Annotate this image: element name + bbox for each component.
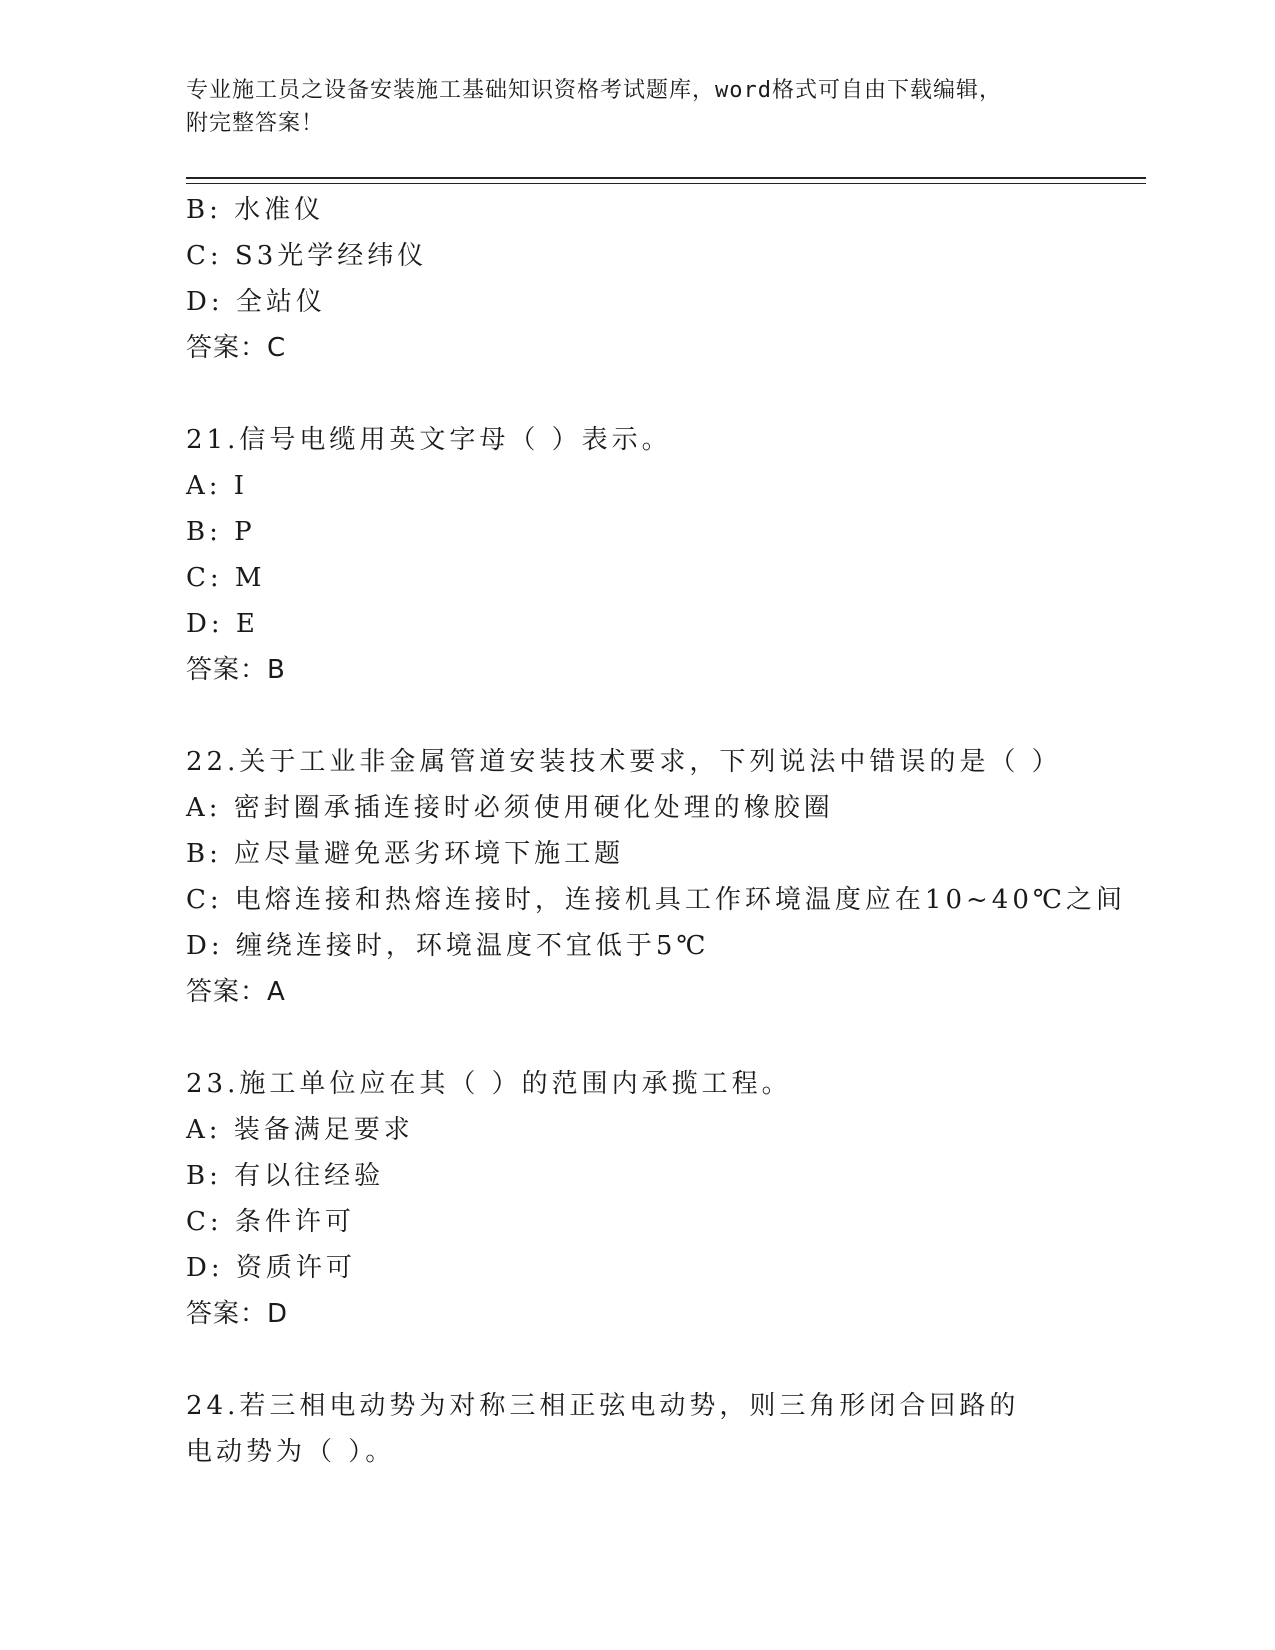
option-c: C: S3光学经纬仪 bbox=[186, 241, 428, 271]
question-block-prev bbox=[186, 187, 1126, 371]
option-c: C: M bbox=[186, 563, 266, 593]
question-stem: 24.若三相电动势为对称三相正弦电动势，则三角形闭合回路的电动势为（ ）。 bbox=[186, 1391, 1020, 1467]
option-b: B: 水准仪 bbox=[186, 195, 325, 225]
spacer bbox=[186, 1337, 1126, 1383]
answer-label: 答案：C bbox=[186, 333, 287, 363]
option-b: B: 有以往经验 bbox=[186, 1161, 385, 1191]
question-stem: 21.信号电缆用英文字母（ ）表示。 bbox=[186, 425, 672, 455]
option-c: C: 条件许可 bbox=[186, 1207, 355, 1237]
option-d: D: 缠绕连接时，环境温度不宜低于5℃ bbox=[186, 931, 710, 961]
header-divider-thick bbox=[186, 177, 1146, 179]
spacer bbox=[186, 693, 1126, 739]
question-block-21 bbox=[186, 417, 1126, 693]
question-stem: 23.施工单位应在其（ ）的范围内承揽工程。 bbox=[186, 1069, 792, 1099]
answer-label: 答案：D bbox=[186, 1299, 289, 1329]
option-a: A: 装备满足要求 bbox=[186, 1115, 414, 1145]
question-stem: 22.关于工业非金属管道安装技术要求，下列说法中错误的是（ ） bbox=[186, 747, 1062, 777]
document-header: 专业施工员之设备安装施工基础知识资格考试题库，word格式可自由下载编辑， 附完整答案！ bbox=[186, 78, 1002, 136]
option-a: A: I bbox=[186, 471, 249, 501]
option-d: D: 资质许可 bbox=[186, 1253, 356, 1283]
question-block-23 bbox=[186, 1061, 1126, 1337]
answer-label: 答案：B bbox=[186, 655, 286, 685]
question-list bbox=[186, 187, 1126, 1475]
answer-label: 答案：A bbox=[186, 977, 286, 1007]
option-b: B: P bbox=[186, 517, 256, 547]
question-block-24 bbox=[186, 1383, 1126, 1475]
option-d: D: 全站仪 bbox=[186, 287, 326, 317]
option-d: D: E bbox=[186, 609, 259, 639]
header-divider-thin bbox=[186, 183, 1146, 184]
option-a: A: 密封圈承插连接时必须使用硬化处理的橡胶圈 bbox=[186, 793, 834, 823]
question-block-22 bbox=[186, 739, 1126, 1015]
option-c: C: 电熔连接和热熔连接时，连接机具工作环境温度应在10~40℃之间 bbox=[186, 885, 1126, 915]
spacer bbox=[186, 371, 1126, 417]
option-b: B: 应尽量避免恶劣环境下施工题 bbox=[186, 839, 625, 869]
spacer bbox=[186, 1015, 1126, 1061]
